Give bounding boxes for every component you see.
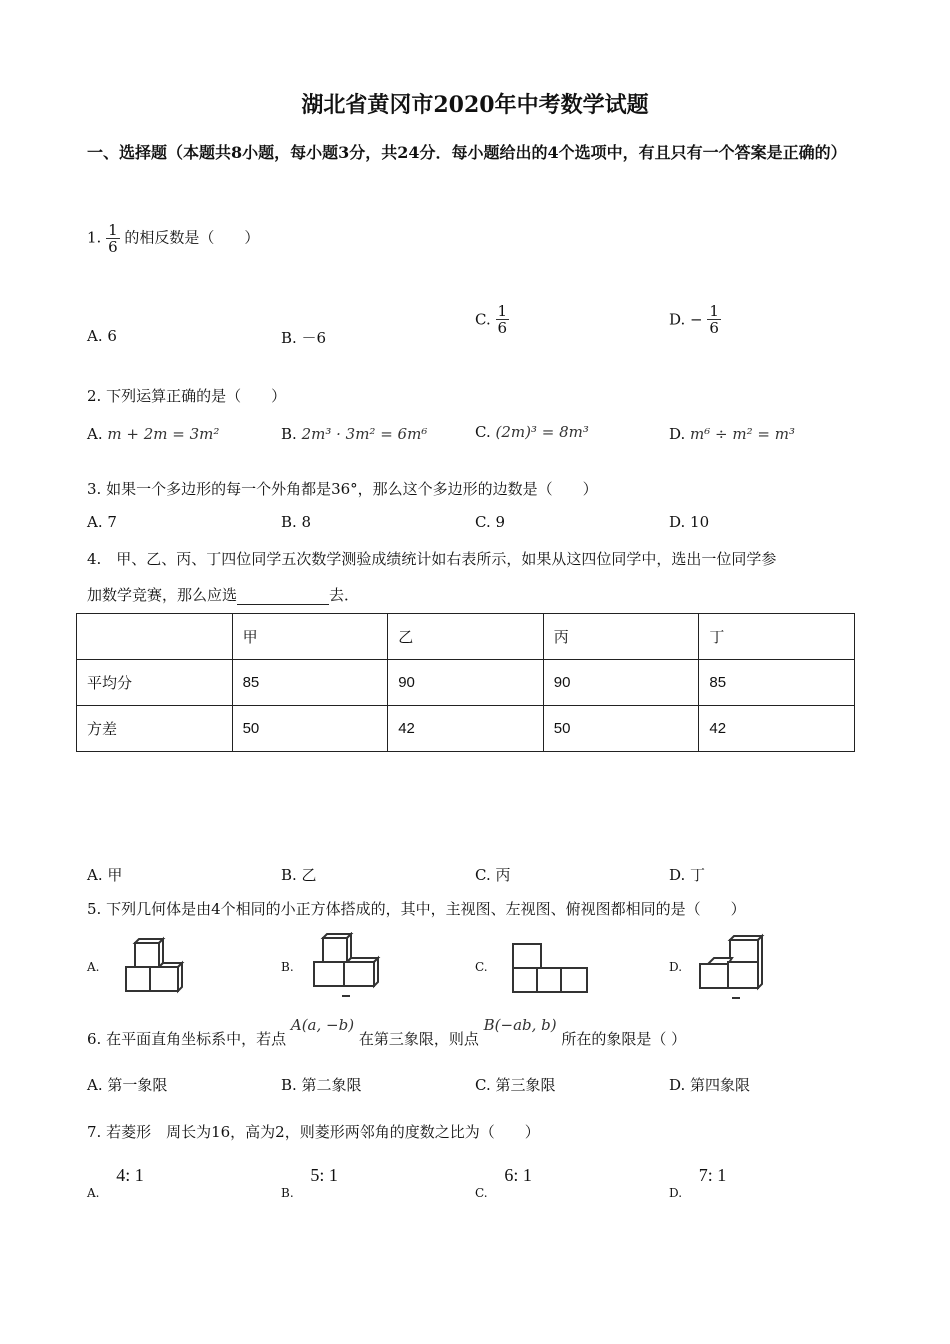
question-text: 所在的象限是（ ）: [561, 1030, 687, 1048]
fraction-numerator: 1: [108, 221, 118, 239]
section-heading: 一、选择题（本题共8小题，每小题3分，共24分．每小题给出的4个选项中，有且只有一个答案是正确的）: [87, 143, 847, 162]
q4-option-c[interactable]: C. 丙: [475, 866, 511, 884]
option-label: D.: [669, 425, 686, 443]
q7-option-b[interactable]: [281, 1165, 338, 1200]
question-7: 7. 若菱形 周长为16，高为2，则菱形两邻角的度数之比为（ ）: [87, 1123, 540, 1141]
table-cell: 85: [232, 660, 388, 706]
math-expression: (2m)³ = 8m³: [495, 423, 589, 441]
cube-figure-a: [118, 935, 188, 997]
option-label: D.: [669, 1186, 683, 1200]
q7-option-a[interactable]: [87, 1165, 144, 1200]
fraction-numerator: 1: [709, 302, 719, 320]
fraction: [106, 222, 120, 255]
ratio-value: 4: 1: [116, 1165, 144, 1185]
question-4-line2: [87, 584, 359, 605]
q2-option-b[interactable]: [281, 425, 427, 443]
q3-option-c[interactable]: C. 9: [475, 513, 506, 531]
option-label: B.: [281, 1186, 294, 1200]
cube-figure-c: [505, 938, 595, 998]
question-text: 去．: [329, 586, 360, 604]
option-label: D.: [669, 310, 686, 329]
table-cell: 甲: [232, 614, 388, 660]
table-cell: 丙: [543, 614, 699, 660]
q6-option-a[interactable]: A. 第一象限: [87, 1076, 168, 1094]
question-5: 5. 下列几何体是由4个相同的小正方体搭成的，其中，主视图、左视图、俯视图都相同的是（ ）: [87, 900, 746, 918]
question-text: 的相反数是（ ）: [124, 228, 260, 247]
ratio-value: 5: 1: [310, 1165, 338, 1185]
fraction: [707, 303, 721, 336]
q1-option-a[interactable]: A. 6: [87, 327, 117, 345]
q5-option-d[interactable]: D.: [669, 960, 683, 974]
question-6: [87, 1014, 687, 1048]
q5-option-b[interactable]: B.: [281, 960, 294, 974]
fraction-denominator: 6: [709, 319, 719, 337]
question-text: 加数学竞赛，那么应选: [87, 586, 238, 604]
table-cell: 50: [543, 706, 699, 752]
fraction: [496, 303, 510, 336]
math-expression: m + 2m = 3m²: [107, 425, 220, 443]
table-cell: 90: [388, 660, 544, 706]
question-3: 3. 如果一个多边形的每一个外角都是36°，那么这个多边形的边数是（ ）: [87, 480, 598, 498]
q6-option-b[interactable]: B. 第二象限: [281, 1076, 362, 1094]
option-label: C.: [475, 1186, 488, 1200]
math-expression: 2m³ · 3m² = 6m⁶: [301, 425, 428, 443]
question-2: 2. 下列运算正确的是（ ）: [87, 387, 287, 405]
q5-option-a[interactable]: A.: [87, 960, 100, 974]
cube-figure-b: [306, 932, 386, 1000]
table-row: [77, 706, 855, 752]
math-expression: m⁶ ÷ m² = m³: [690, 425, 795, 443]
table-cell: 42: [699, 706, 855, 752]
score-table: [76, 613, 855, 752]
fraction-denominator: 6: [497, 319, 508, 337]
q2-option-a[interactable]: [87, 425, 219, 443]
table-cell: 90: [543, 660, 699, 706]
fraction-numerator: 1: [497, 302, 508, 320]
option-label: B.: [281, 425, 297, 443]
q2-option-d[interactable]: [669, 425, 795, 443]
table-cell: [77, 614, 233, 660]
q4-option-b[interactable]: B. 乙: [281, 866, 317, 884]
question-text: 6. 在平面直角坐标系中，若点: [87, 1030, 287, 1048]
option-label: A.: [87, 1186, 100, 1200]
q2-option-c[interactable]: [475, 423, 589, 441]
answer-blank[interactable]: [237, 590, 329, 605]
table-cell: 42: [388, 706, 544, 752]
q3-option-d[interactable]: D. 10: [669, 513, 710, 531]
q4-option-a[interactable]: A. 甲: [87, 866, 123, 884]
q4-option-d[interactable]: D. 丁: [669, 866, 706, 884]
minus-sign: −: [690, 310, 703, 329]
q6-option-d[interactable]: D. 第四象限: [669, 1076, 751, 1094]
table-cell: 85: [699, 660, 855, 706]
q7-option-d[interactable]: [669, 1165, 727, 1200]
table-cell: 方差: [77, 706, 233, 752]
point-a: A(a, −b): [290, 1016, 355, 1034]
q1-option-c[interactable]: [475, 303, 509, 336]
page-title: 湖北省黄冈市2020年中考数学试题: [301, 92, 649, 118]
point-b: B(−ab, b): [483, 1016, 557, 1034]
q1-option-b[interactable]: B. －6: [281, 329, 327, 347]
table-cell: 平均分: [77, 660, 233, 706]
q3-option-a[interactable]: A. 7: [87, 513, 117, 531]
table-cell: 丁: [699, 614, 855, 660]
option-label: C.: [475, 310, 491, 329]
q3-option-b[interactable]: B. 8: [281, 513, 312, 531]
q6-option-c[interactable]: C. 第三象限: [475, 1076, 556, 1094]
ratio-value: 6: 1: [504, 1165, 532, 1185]
table-cell: 乙: [388, 614, 544, 660]
fraction-denominator: 6: [108, 238, 118, 256]
question-4-line1: 4. 甲、乙、丙、丁四位同学五次数学测验成绩统计如右表所示，如果从这四位同学中，选出一位同学参: [87, 550, 777, 568]
ratio-value: 7: 1: [698, 1165, 727, 1185]
table-row: [77, 660, 855, 706]
option-label: C.: [475, 423, 491, 441]
q5-option-c[interactable]: C.: [475, 960, 488, 974]
table-header-row: [77, 614, 855, 660]
option-label: A.: [87, 425, 103, 443]
q1-option-d[interactable]: [669, 303, 721, 336]
question-1: [87, 222, 259, 255]
table-cell: 50: [232, 706, 388, 752]
cube-figure-d: [692, 932, 772, 1002]
q7-option-c[interactable]: [475, 1165, 532, 1200]
question-text: 在第三象限，则点: [358, 1030, 479, 1048]
question-number: 1.: [87, 228, 102, 247]
